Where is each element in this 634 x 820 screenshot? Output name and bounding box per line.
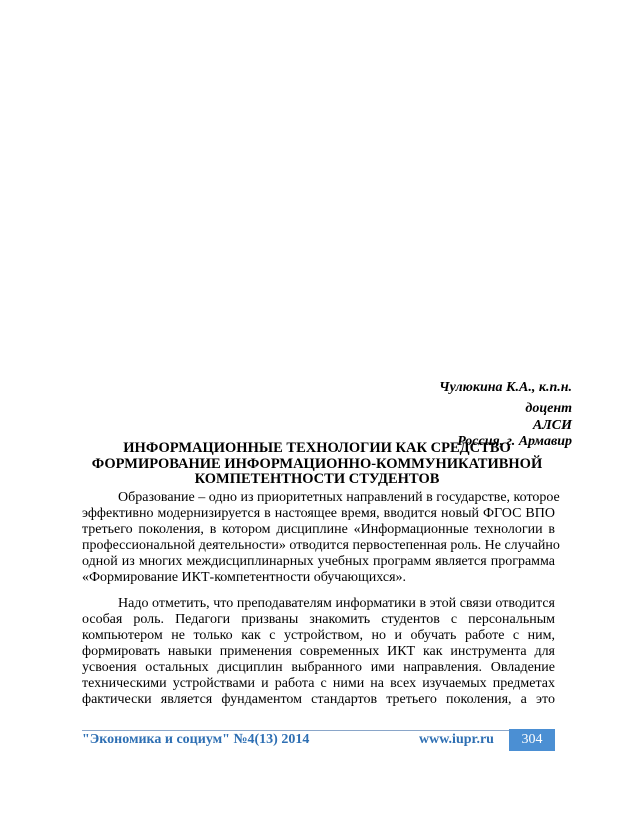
paragraph-line: одной из многих междисциплинарных учебных программ является программа	[82, 554, 555, 569]
footer-divider	[82, 730, 555, 731]
paragraph-line: Надо отметить, что преподавателям информатики в этой связи отводится	[118, 596, 555, 611]
author-location: Россия, г. Армавир	[457, 434, 572, 449]
paragraph-line: профессиональной деятельности» отводится первостепенная роль. Не случайно	[82, 538, 560, 553]
article-title	[82, 441, 552, 488]
paragraph-line: эффективно модернизируется в настоящее время, вводится новый ФГОС ВПО	[82, 506, 555, 521]
footer-journal: "Экономика и социум" №4(13) 2014	[82, 732, 310, 747]
page-number-badge: 304	[509, 729, 555, 751]
author-name: Чулюкина К.А., к.п.н.	[439, 380, 572, 395]
footer-website-link[interactable]: www.iupr.ru	[419, 732, 494, 747]
title-line-2: ФОРМИРОВАНИЕ ИНФОРМАЦИОННО-КОММУНИКАТИВНОЙ	[91, 455, 543, 472]
paragraph-2	[82, 596, 555, 708]
title-line-1: ИНФОРМАЦИОННЫЕ ТЕХНОЛОГИИ КАК СРЕДСТВО	[123, 440, 511, 456]
paragraph-line: компьютером не только как с устройством, но и обучать работе с ним,	[82, 628, 555, 643]
paragraph-line: особая роль. Педагоги призваны знакомить студентов с персональным	[82, 612, 555, 627]
author-organization: АЛСИ	[532, 418, 572, 433]
paragraph-line: фактически является фундаментом стандартов третьего поколения, а это	[82, 692, 555, 707]
paragraph-line: третьего поколения, в котором дисциплине «Информационные технологии в	[82, 522, 555, 537]
author-position: доцент	[525, 401, 572, 416]
paragraph-line: формировать навыки применения современных ИКТ как инструмента для	[82, 644, 555, 659]
paragraph-1	[82, 490, 560, 586]
title-line-3: КОМПЕТЕНТНОСТИ СТУДЕНТОВ	[194, 471, 440, 487]
paragraph-line: «Формирование ИКТ-компетентности обучающихся».	[82, 570, 407, 585]
paragraph-line: усвоения остальных дисциплин выбранного ими направления. Овладение	[82, 660, 555, 675]
paragraph-line: техническими устройствами и работа с ними на всех изучаемых предметах	[82, 676, 555, 691]
paragraph-line: Образование – одно из приоритетных направлений в государстве, которое	[118, 490, 560, 505]
